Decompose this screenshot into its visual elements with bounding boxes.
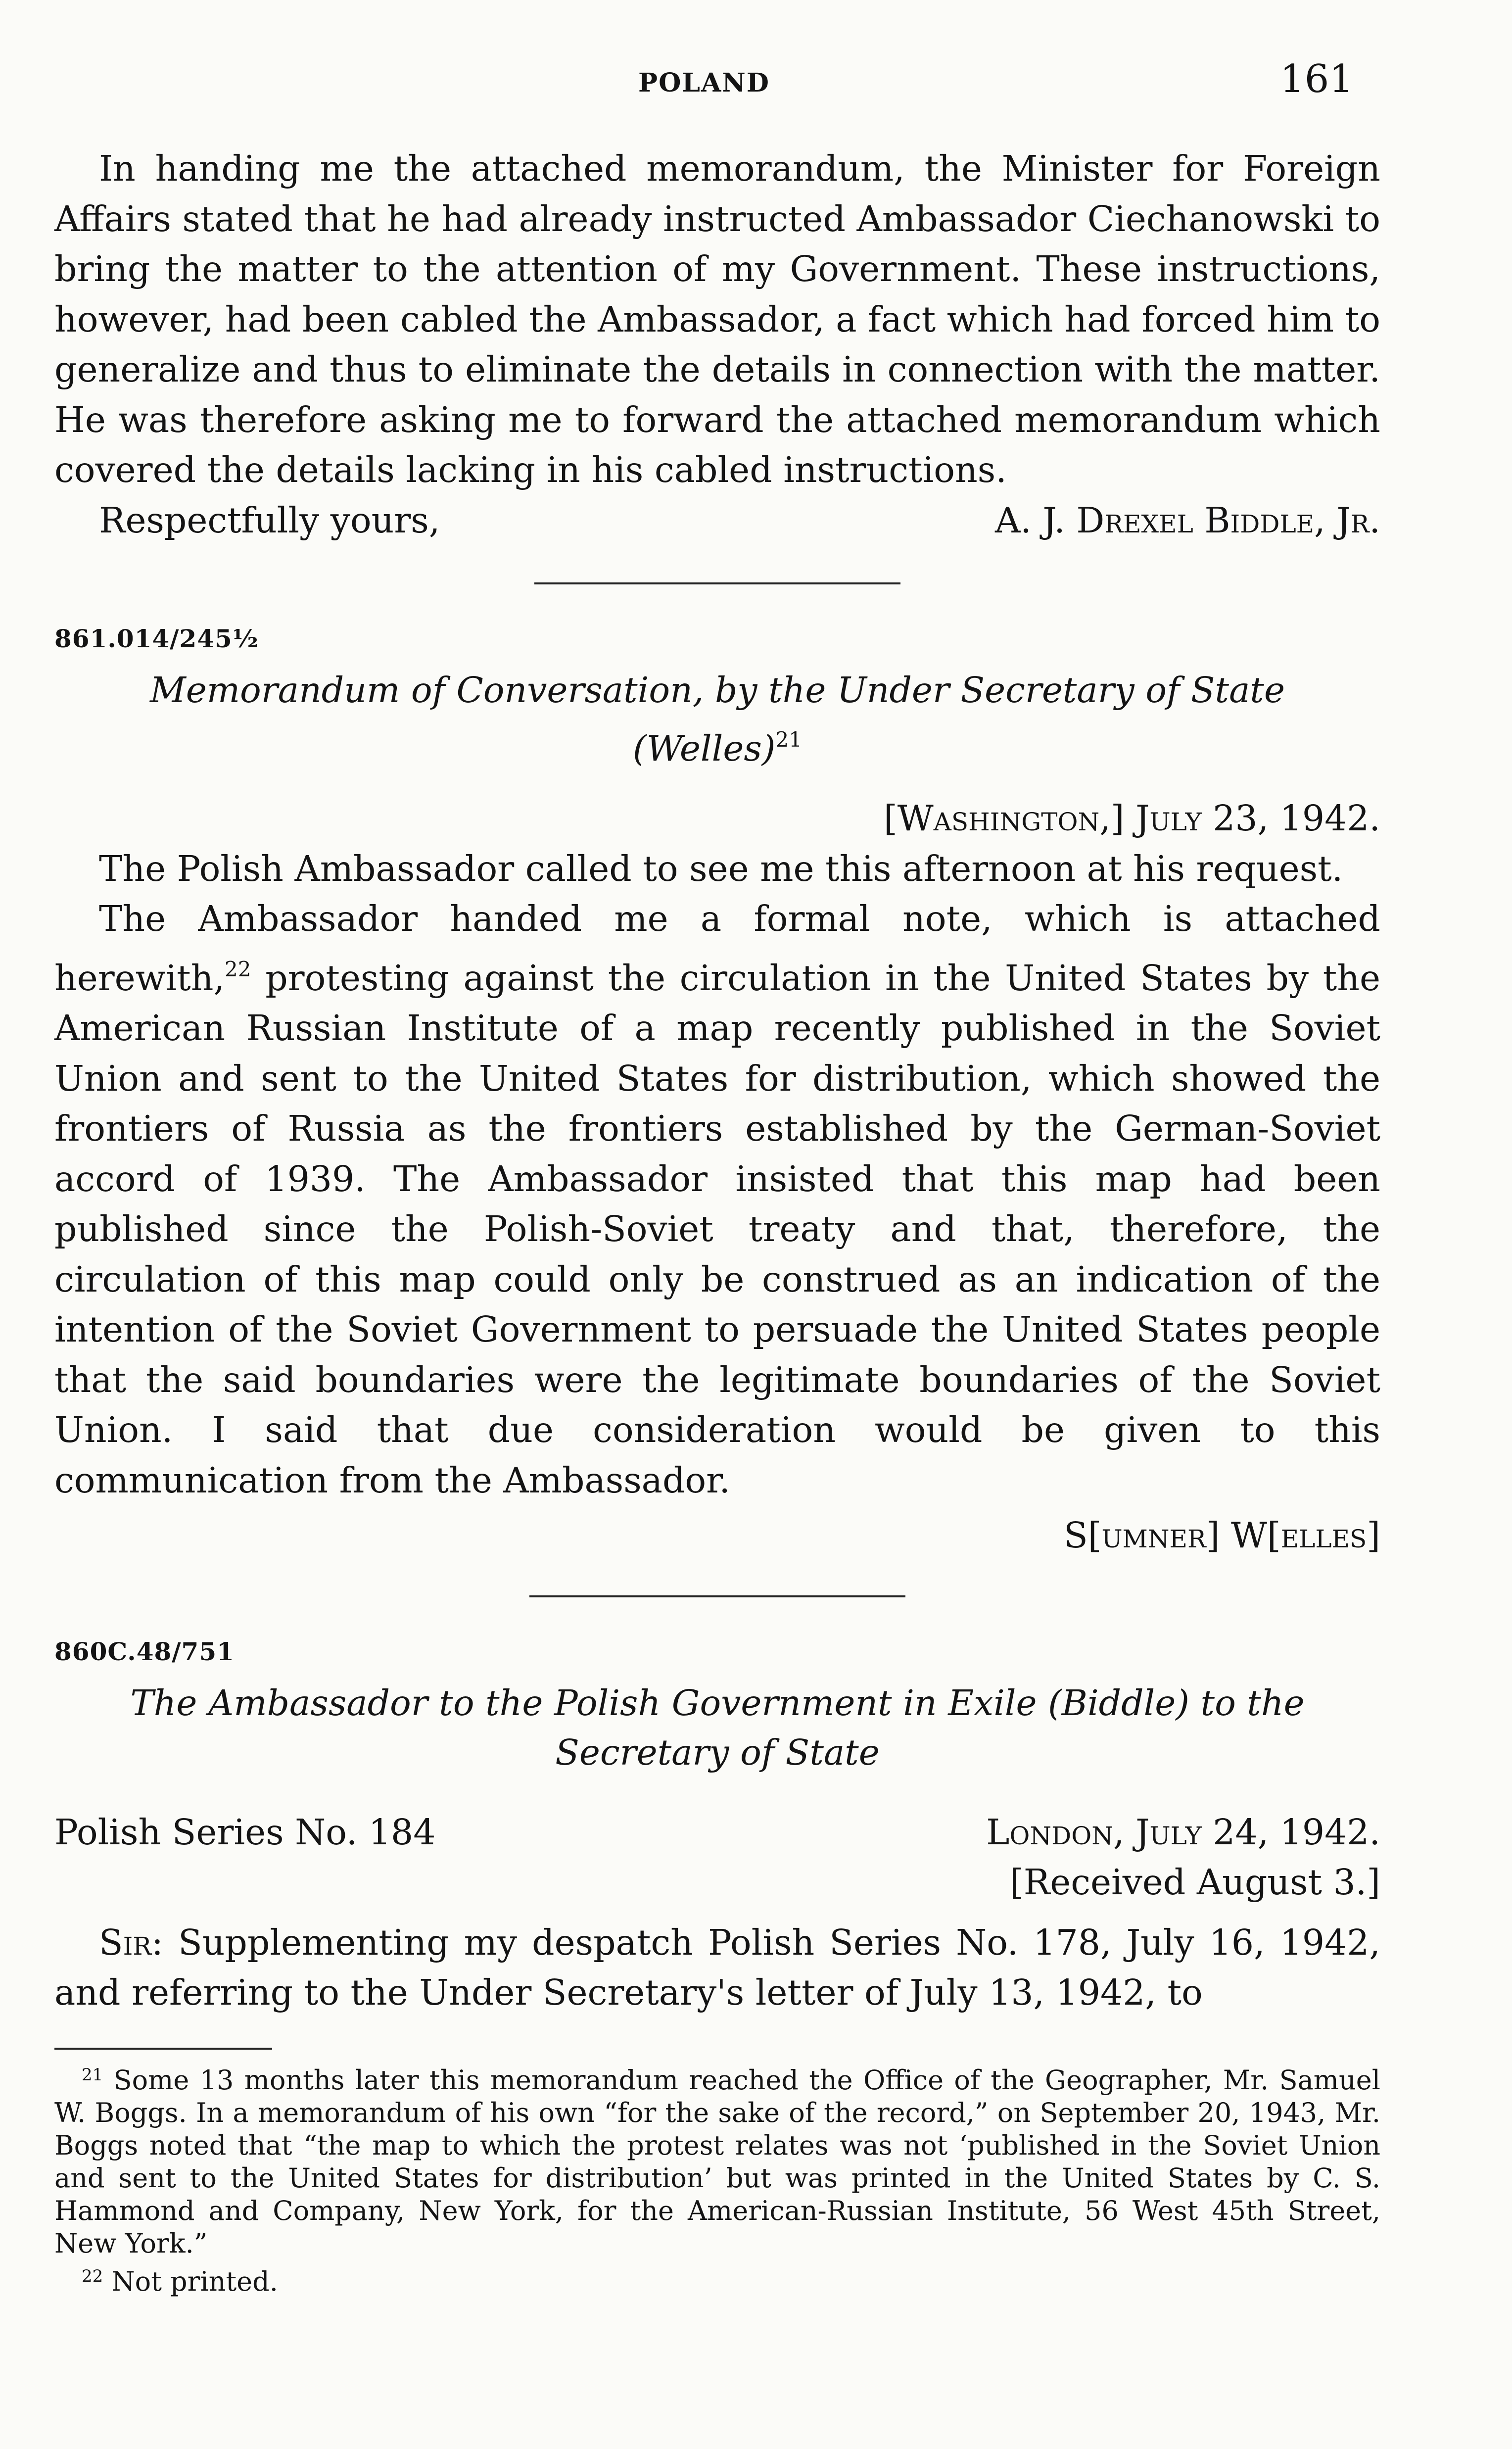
page-body [54,144,1380,2298]
page-number: 161 [1280,57,1354,101]
document-title: The Ambassador to the Polish Government in Exile (Biddle) to the Secretary of State [130,1682,1305,1773]
despatch-meta [54,1807,1380,1858]
document-title-text: Memorandum of Conversation, by the Under Secretary of State (Welles) [150,670,1285,769]
place-date: London, July 24, 1942. [986,1811,1380,1853]
letter-closing [99,495,1380,546]
despatch-paragraph [54,1918,1380,2018]
footnote [54,2260,1380,2298]
received-date: [Received August 3.] [1010,1862,1380,1903]
signature: S[umner] W[elles] [1064,1515,1380,1556]
footnote [54,2059,1380,2260]
footnote-text: Not printed. [103,2265,278,2297]
footnote-mark: 21 [82,2065,103,2085]
document-title [54,666,1380,773]
despatch-text: Supplementing my despatch Polish Series No. 178, July 16, 1942, and referring to the Under Secretary's letter of July 13, 1942, to [54,1921,1380,2013]
footnote-text: Some 13 months later this memorandum reached the Office of the Geographer, Mr. Samuel W. Boggs. In a memorandum of his own “for the sake of the record,” on September 20, 1943, Mr. Boggs noted that “the map to which the protest relates was not ‘published in the Soviet Union and sent to the United States for distribution’ but was printed in the United States by C. S. Hammond and Company, New York, for the American-Russian Institute, 56 West 45th Street, New York.” [54,2064,1380,2259]
signer-name: A. J. Drexel Biddle, Jr. [994,499,1380,541]
section-divider [534,582,900,584]
salutation: Sir: [99,1921,163,1963]
page-header [0,57,1512,111]
footnotes [54,2059,1380,2298]
memo-text: The Ambassador handed me a formal note, which is attached herewith, [54,898,1380,999]
memo-paragraph [54,894,1380,1505]
closing-phrase: Respectfully yours, [99,499,440,541]
series-number: Polish Series No. 184 [54,1811,436,1853]
letter-paragraph: In handing me the attached memorandum, the Minister for Foreign Affairs stated that he had already instructed Ambassador Ciechanowski to bring the matter to the attention of my Government. These instructions, however, had been cabled the Ambassador, a fact which had forced him to generalize and thus to eliminate the details in connection with the matter. He was therefore asking me to forward the attached memorandum which covered the details lacking in his cabled instructions. [54,148,1380,490]
place-date: [Washington,] July 23, 1942. [884,798,1380,839]
section-divider [529,1595,905,1597]
memo-paragraph: The Polish Ambassador called to see me this afternoon at his request. [99,848,1343,889]
footnote-ref: 21 [775,727,802,752]
file-code: 861.014/245½ [54,624,259,653]
running-head: POLAND [638,68,770,98]
footnote-divider [54,2048,272,2050]
file-code: 860C.48/751 [54,1636,235,1666]
footnote-ref: 22 [225,957,251,981]
footnote-mark: 22 [82,2266,103,2286]
memo-text: protesting against the circulation in the United States by the American Russian Institute of a map recently published in the Soviet Union and sent to the United States for distribution, which showed the frontiers of Russia as the frontiers established by the German-Soviet accord of 1939. The Ambassador insisted that this map had been published since the Polish-Soviet treaty and that, therefore, the circulation of this map could only be construed as an indication of the intention of the Soviet Government to persuade the United States people that the said boundaries were the legitimate boundaries of the Soviet Union. I said that due consideration would be given to this communication from the Ambassador. [54,957,1380,1501]
